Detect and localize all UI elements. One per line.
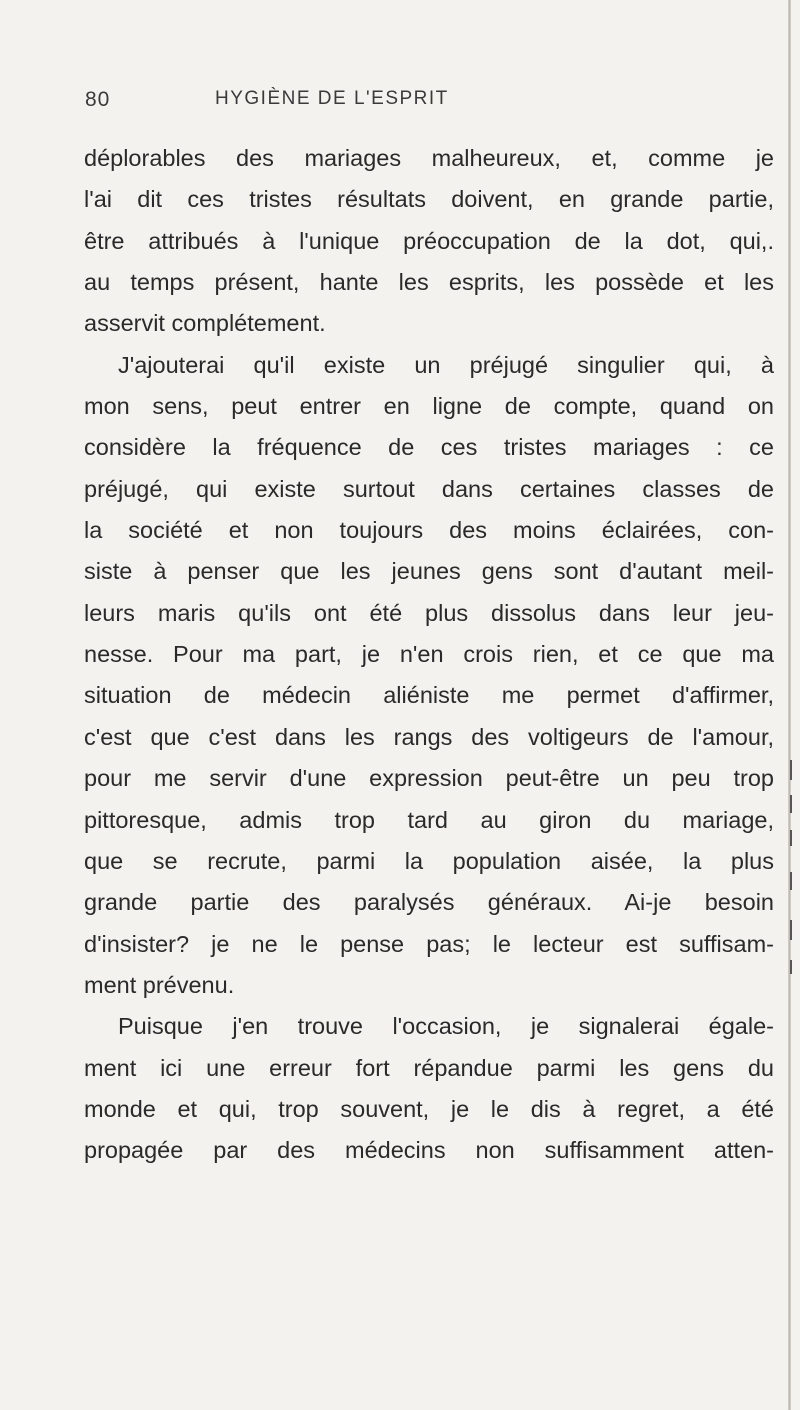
page-number: 80 <box>85 88 111 111</box>
text-line: au temps présent, hante les esprits, les possède et les <box>84 269 774 296</box>
text-line: mon sens, peut entrer en ligne de compte, quand on <box>84 393 774 420</box>
text-line: que se recrute, parmi la population aisée, la plus <box>84 847 774 874</box>
edge-mark <box>790 960 792 974</box>
edge-mark <box>790 872 792 890</box>
text-line: ment prévenu. <box>84 971 235 998</box>
page-edge <box>788 0 791 1410</box>
page-header <box>85 88 765 118</box>
text-line: propagée par des médecins non suffisamment atten- <box>84 1137 774 1164</box>
text-line: siste à penser que les jeunes gens sont d'autant meil- <box>84 558 774 585</box>
text-line: l'ai dit ces tristes résultats doivent, en grande partie, <box>84 186 774 213</box>
text-line: leurs maris qu'ils ont été plus dissolus dans leur jeu- <box>84 599 774 626</box>
edge-mark <box>790 760 792 780</box>
text-line: asservit complétement. <box>84 310 326 337</box>
text-line: Puisque j'en trouve l'occasion, je signalerai égale- <box>118 1013 774 1040</box>
text-line: être attribués à l'unique préoccupation de la dot, qui,. <box>84 227 774 254</box>
text-line: nesse. Pour ma part, je n'en crois rien, et ce que ma <box>84 641 774 668</box>
text-line: préjugé, qui existe surtout dans certaines classes de <box>84 475 774 502</box>
text-line: J'ajouterai qu'il existe un préjugé singulier qui, à <box>118 351 774 378</box>
text-line: pittoresque, admis trop tard au giron du mariage, <box>84 806 774 833</box>
edge-mark <box>790 920 792 940</box>
text-line: situation de médecin aliéniste me permet d'affirmer, <box>84 682 774 709</box>
edge-mark <box>790 795 792 813</box>
text-line: d'insister? je ne le pense pas; le lecteur est suffisam- <box>84 930 774 957</box>
text-line: monde et qui, trop souvent, je le dis à regret, a été <box>84 1095 774 1122</box>
text-line: c'est que c'est dans les rangs des voltigeurs de l'amour, <box>84 723 774 750</box>
text-line: déplorables des mariages malheureux, et, comme je <box>84 145 774 171</box>
text-line: grande partie des paralysés généraux. Ai-je besoin <box>84 889 774 916</box>
edge-mark <box>790 830 792 846</box>
text-line: considère la fréquence de ces tristes mariages : ce <box>84 434 774 461</box>
text-line: la société et non toujours des moins éclairées, con- <box>84 517 774 544</box>
text-line: pour me servir d'une expression peut-être un peu trop <box>84 765 774 792</box>
text-line: ment ici une erreur fort répandue parmi les gens du <box>84 1054 774 1081</box>
body-text <box>84 138 774 1172</box>
running-title: HYGIÈNE DE L'ESPRIT <box>215 88 449 109</box>
